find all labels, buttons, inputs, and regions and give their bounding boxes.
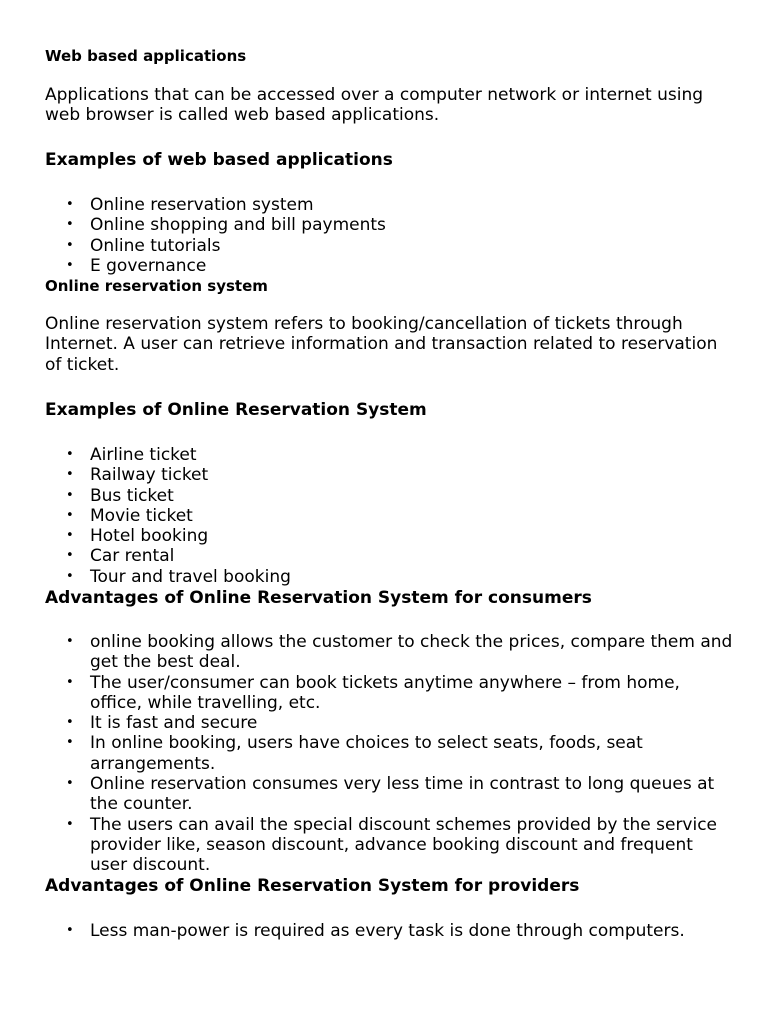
list-item-text: Online reservation consumes very less time in contrast to long queues at the counter. [90, 774, 715, 815]
list-item-text: Online reservation system [90, 195, 314, 215]
list-item [45, 733, 735, 774]
list-item [45, 465, 735, 485]
list-item [45, 486, 735, 506]
list-item [45, 546, 735, 566]
bullet-icon: • [66, 568, 74, 584]
list-item-text: In online booking, users have choices to select seats, foods, seat arrangements. [90, 733, 643, 774]
bullet-icon: • [66, 715, 74, 731]
web-apps-heading: Web based applications [45, 47, 247, 65]
bullet-icon: • [66, 548, 74, 564]
bullet-icon: • [66, 634, 74, 649]
list-item-text: Tour and travel booking [90, 566, 291, 587]
list-item [45, 215, 735, 235]
list-item [45, 713, 735, 733]
list-item-text: Movie ticket [90, 505, 193, 526]
consumers-advantages-list [45, 632, 735, 876]
providers-heading: Advantages of Online Reservation System for providers [45, 876, 580, 896]
list-item-text: Airline ticket [90, 445, 197, 465]
list-item-text: online booking allows the customer to check the prices, compare them and get the best deal. [90, 632, 733, 673]
bullet-icon: • [66, 197, 74, 212]
consumers-heading: Advantages of Online Reservation System for consumers [45, 588, 592, 608]
list-item [45, 632, 735, 673]
bullet-icon: • [66, 507, 74, 523]
bullet-icon: • [66, 447, 74, 462]
ors-examples-list [45, 445, 735, 587]
bullet-icon: • [66, 923, 74, 938]
list-item [45, 774, 735, 815]
list-item [45, 195, 735, 215]
providers-advantages-list [45, 921, 735, 941]
list-item [45, 815, 735, 876]
list-item-text: Less man-power is required as every task is done through computers. [90, 921, 685, 941]
web-apps-examples-heading: Examples of web based applications [45, 150, 393, 170]
bullet-icon: • [66, 217, 74, 233]
list-item-text: Car rental [90, 546, 175, 567]
ors-paragraph: Online reservation system refers to booking/cancellation of tickets through Internet. A user can retrieve information and transaction related to reservation of ticket. [45, 314, 718, 375]
bullet-icon: • [66, 487, 74, 503]
bullet-icon: • [66, 735, 74, 751]
list-item-text: Bus ticket [90, 485, 174, 506]
list-item-text: The user/consumer can book tickets anytime anywhere – from home, office, while travelling, etc. [90, 672, 680, 713]
list-item [45, 236, 735, 256]
list-item-text: Railway ticket [90, 465, 209, 486]
list-item [45, 921, 735, 941]
list-item [45, 526, 735, 546]
bullet-icon: • [66, 237, 74, 253]
ors-heading: Online reservation system [45, 277, 268, 295]
list-item [45, 256, 735, 276]
list-item-text: Online shopping and bill payments [90, 215, 386, 236]
bullet-icon: • [66, 528, 74, 544]
bullet-icon: • [66, 816, 74, 832]
web-apps-examples-list [45, 195, 735, 276]
list-item [45, 567, 735, 587]
bullet-icon: • [66, 674, 74, 690]
bullet-icon: • [66, 776, 74, 792]
web-apps-paragraph: Applications that can be accessed over a computer network or internet using web browser is called web based applications. [45, 85, 704, 126]
list-item-text: It is fast and secure [90, 713, 258, 734]
list-item-text: Hotel booking [90, 526, 209, 547]
ors-examples-heading: Examples of Online Reservation System [45, 400, 427, 420]
list-item [45, 673, 735, 714]
list-item [45, 506, 735, 526]
list-item-text: E governance [90, 255, 207, 276]
list-item-text: The users can avail the special discount schemes provided by the service provider like, season discount, advance booking discount and frequent user discount. [90, 814, 718, 876]
bullet-icon: • [66, 467, 74, 483]
bullet-icon: • [66, 257, 74, 273]
list-item-text: Online tutorials [90, 235, 221, 256]
list-item [45, 445, 735, 465]
